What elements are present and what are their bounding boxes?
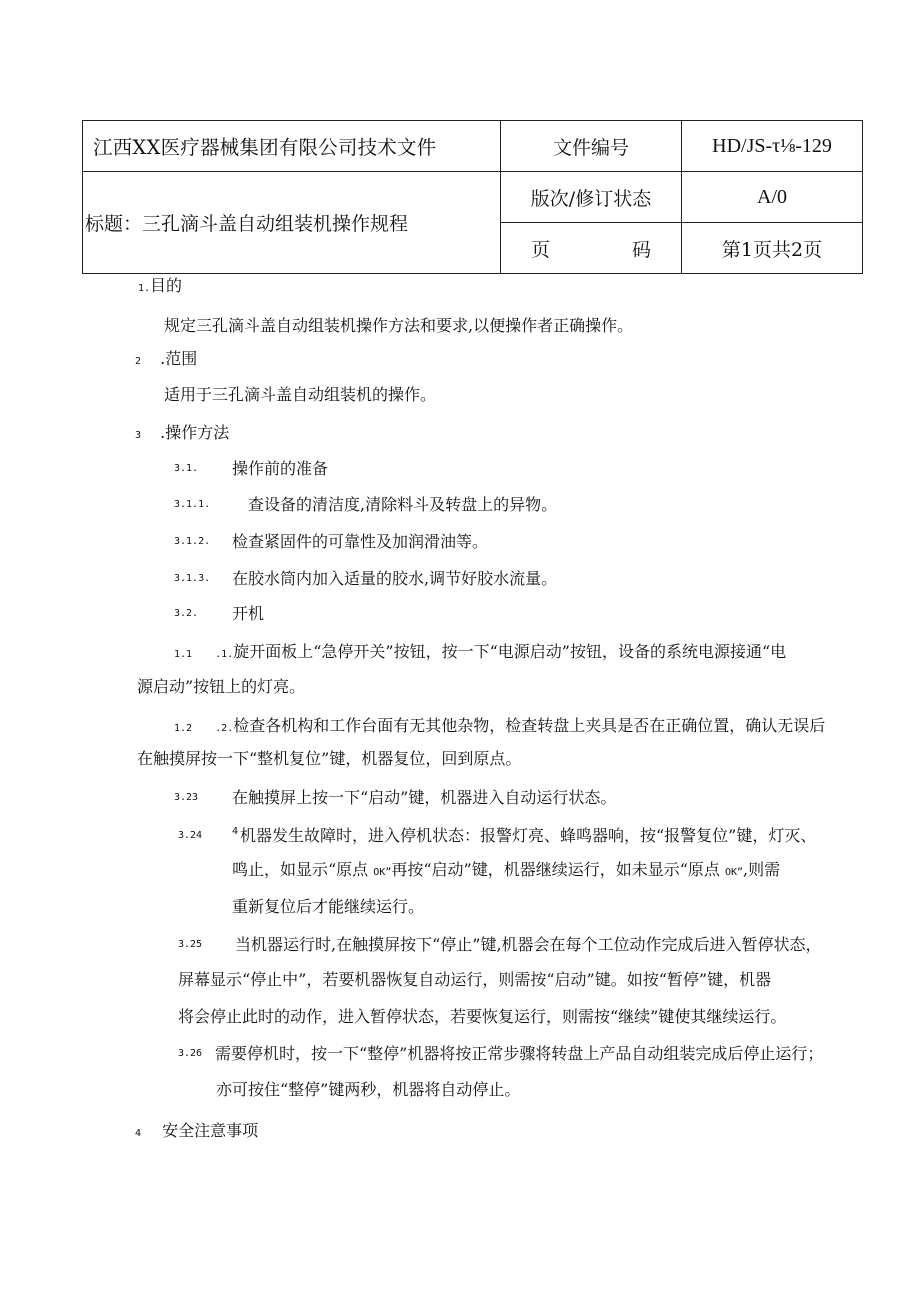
section-3-2-1-line-a: [174, 639, 786, 662]
company-name: 江西XX医疗器械集团有限公司技术文件: [83, 121, 501, 172]
page-value: 第1页共2页: [682, 223, 863, 274]
section-title: .操作方法: [160, 423, 230, 442]
section-title: 操作前的准备: [232, 459, 329, 478]
section-3-2-4-line-c: 重新复位后才能继续运行。: [232, 897, 425, 916]
text-part: 鸣止，如显示“原点: [232, 860, 369, 879]
item-text: 当机器运行时,在触摸屏按下“停止”键,机器会在每个工位动作完成后进入暂停状态，: [235, 935, 822, 954]
page-label-a: 页: [531, 238, 551, 261]
section-number: 1.2: [174, 723, 193, 734]
section-title: 安全注意事项: [162, 1121, 259, 1140]
section-3-heading: [135, 420, 229, 443]
section-1-heading: [138, 273, 182, 296]
section-number: 3.24: [178, 830, 203, 841]
section-3-2-heading: [174, 601, 265, 623]
section-number: 3.1.: [174, 463, 199, 474]
sub-number: .1.: [215, 649, 234, 660]
section-number: 2: [135, 356, 142, 367]
sub-number: .2.: [215, 723, 234, 734]
section-title: 开机: [232, 604, 265, 623]
section-number: 3.25: [178, 939, 203, 950]
section-title: 目的: [150, 276, 183, 295]
section-3-1-2: [174, 529, 489, 551]
document-header-table: [82, 120, 863, 274]
section-3-2-5-line-c: 将会停止此时的动作，进入暂停状态，若要恢复运行，则需按“继续”键使其继续运行。: [178, 1007, 787, 1026]
item-text: 旋开面板上“急停开关”按钮，按一下“电源启动”按钮，设备的系统电源接通“电: [233, 642, 787, 661]
section-3-1-3: [174, 566, 558, 588]
text-part: 再按“启动”键，机器继续运行，如未显示“原点: [391, 860, 720, 879]
text-part: ,则需: [743, 860, 781, 879]
section-3-1-heading: [174, 456, 329, 478]
section-3-1-1: [174, 492, 558, 514]
section-number: 4: [135, 1128, 142, 1139]
section-3-2-4-line-b: [232, 857, 780, 880]
item-text: 需要停机时，按一下“整停”机器将按正常步骤将转盘上产品自动组装完成后停止运行；: [215, 1044, 824, 1063]
section-3-2-2-line-a: [174, 713, 825, 736]
section-number: 1.: [138, 283, 151, 294]
ok-text: OK”: [373, 867, 392, 878]
section-number: 3.1.3.: [174, 573, 211, 584]
section-number: 1.1: [174, 649, 193, 660]
section-number: 3.1.2.: [174, 536, 211, 547]
item-text: 查设备的清洁度,清除料斗及转盘上的异物。: [248, 495, 558, 514]
section-title: .范围: [160, 349, 198, 368]
section-3-2-6-line-b: 亦可按住“整停”键两秒，机器将自动停止。: [216, 1080, 521, 1099]
section-number: 3: [135, 430, 142, 441]
ok-text: OK”: [724, 867, 744, 878]
item-text: 机器发生故障时，进入停机状态：报警灯亮、蜂鸣器响，按“报警复位”键，灯灭、: [240, 826, 817, 845]
section-3-2-1-line-b: 源启动”按钮上的灯亮。: [137, 677, 306, 696]
section-number: 3.26: [178, 1048, 203, 1059]
section-3-2-5-line-a: [178, 932, 822, 954]
section-3-2-5-line-b: 屏幕显示“停止中”，若要机器恢复自动运行，则需按“启动”键。如按“暂停”键，机器: [178, 970, 772, 989]
version-value: A/0: [682, 172, 863, 223]
section-3-2-6-line-a: [178, 1041, 824, 1063]
section-3-2-2-line-b: 在触摸屏按一下“整机复位”键，机器复位，回到原点。: [137, 749, 522, 768]
section-2-text: 适用于三孔滴斗盖自动组装机的操作。: [164, 385, 437, 404]
section-number: 3.23: [174, 792, 199, 803]
item-text: 检查紧固件的可靠性及加润滑油等。: [232, 532, 489, 551]
item-text: 在触摸屏上按一下“启动”键，机器进入自动运行状态。: [232, 788, 617, 807]
sub-number: 4: [232, 826, 239, 837]
document-title: 标题：三孔滴斗盖自动组装机操作规程: [83, 172, 501, 274]
section-number: 3.2.: [174, 608, 199, 619]
doc-number-label: 文件编号: [501, 121, 682, 172]
section-2-heading: [135, 346, 197, 369]
item-text: 检查各机构和工作台面有无其他杂物，检查转盘上夹具是否在正确位置，确认无误后: [233, 716, 826, 735]
version-label: 版次/修订状态: [501, 172, 682, 223]
section-number: 3.1.1.: [174, 499, 211, 510]
section-1-text: 规定三孔滴斗盖自动组装机操作方法和要求,以便操作者正确操作。: [164, 316, 634, 335]
section-3-2-4-line-a: [178, 823, 817, 845]
page-label: [501, 223, 682, 274]
page-label-b: 码: [631, 238, 651, 261]
doc-number: HD/JS-τ⅛-129: [682, 121, 863, 172]
section-3-2-3: [174, 785, 617, 807]
item-text: 在胶水筒内加入适量的胶水,调节好胶水流量。: [232, 569, 558, 588]
section-4-heading: [135, 1118, 258, 1141]
